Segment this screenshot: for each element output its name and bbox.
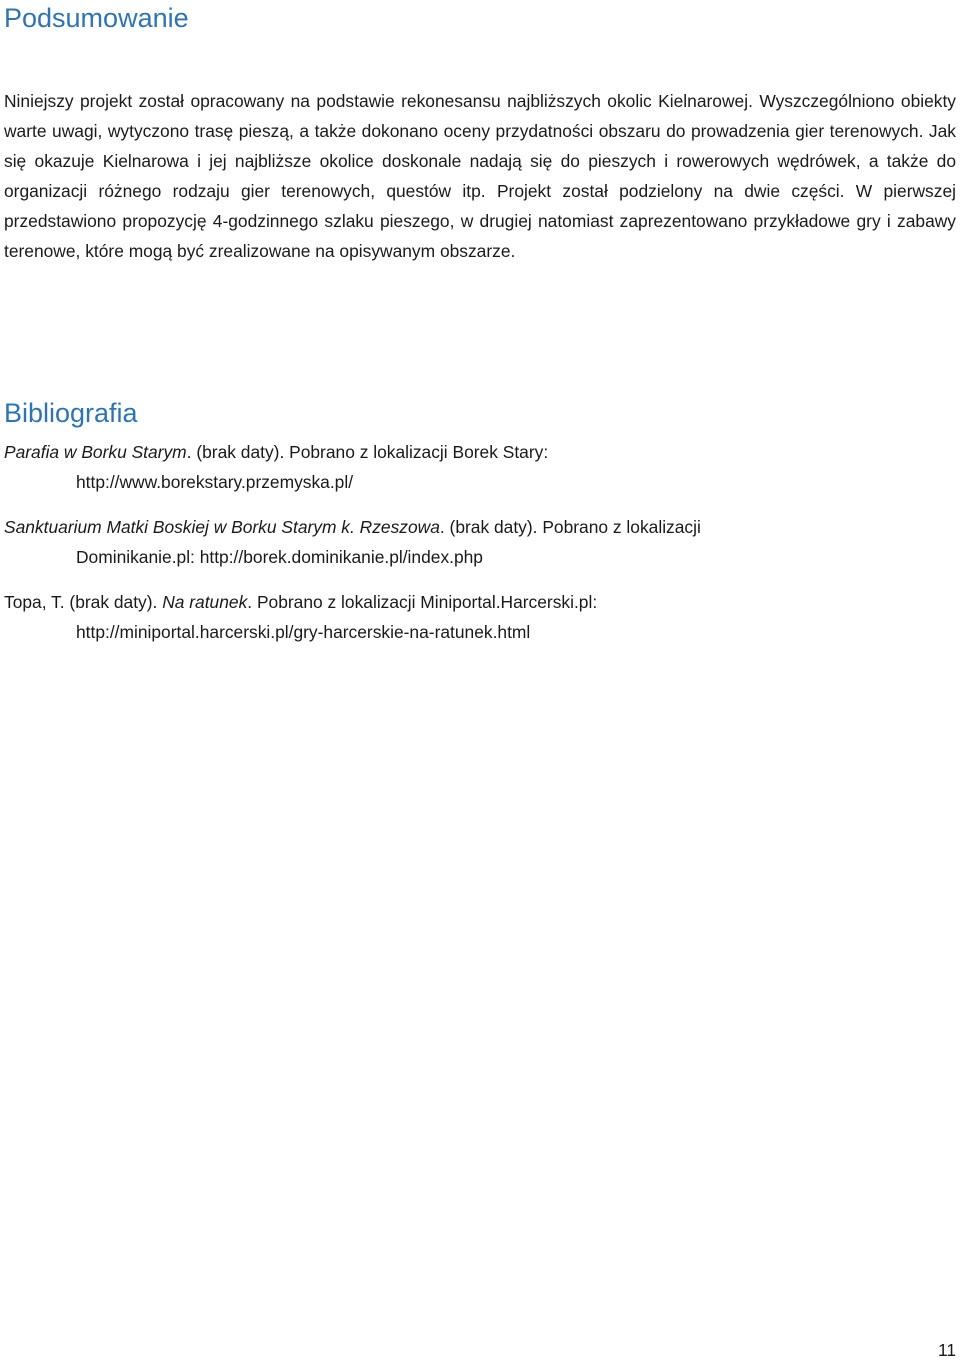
entry-details: . Pobrano z lokalizacji Miniportal.Harcerski.pl:: [247, 592, 598, 612]
bibliography-entry: [4, 587, 954, 647]
page-number: 11: [937, 1340, 956, 1360]
entry-title: Parafia w Borku Starym: [4, 442, 187, 462]
bibliography-heading: Bibliografia: [4, 398, 138, 428]
entry-url: http://miniportal.harcerski.pl/gry-harcerskie-na-ratunek.html: [76, 622, 531, 642]
entry-title: Na ratunek: [162, 592, 248, 612]
entry-url: http://www.borekstary.przemyska.pl/: [76, 472, 354, 492]
entry-details: . (brak daty). Pobrano z lokalizacji Borek Stary:: [186, 442, 549, 462]
entry-author: Topa, T. (brak daty).: [4, 592, 163, 612]
bibliography-entry: [4, 512, 954, 572]
summary-heading: Podsumowanie: [4, 3, 189, 33]
summary-paragraph: Niniejszy projekt został opracowany na podstawie rekonesansu najbliższych okolic Kielnarowej. Wyszczególniono obiekty warte uwagi, wytyczono trasę pieszą, a także dokonano oceny przydatności obszaru do prowadzenia gier terenowych. Jak się okazuje Kielnarowa i jej najbliższe okolice doskonale nadają się do pieszych i rowerowych wędrówek, a także do organizacji różnego rodzaju gier terenowych, questów itp. Projekt został podzielony na dwie części. W pierwszej przedstawiono propozycję 4-godzinnego szlaku pieszego, w drugiej natomiast zaprezentowano przykładowe gry i zabawy terenowe, które mogą być zrealizowane na opisywanym obszarze.: [4, 91, 956, 261]
bibliography-entry: [4, 437, 954, 497]
entry-title: Sanktuarium Matki Boskiej w Borku Starym k. Rzeszowa: [4, 517, 440, 537]
entry-details: . (brak daty). Pobrano z lokalizacji: [439, 517, 701, 537]
entry-url: Dominikanie.pl: http://borek.dominikanie.pl/index.php: [76, 547, 483, 567]
